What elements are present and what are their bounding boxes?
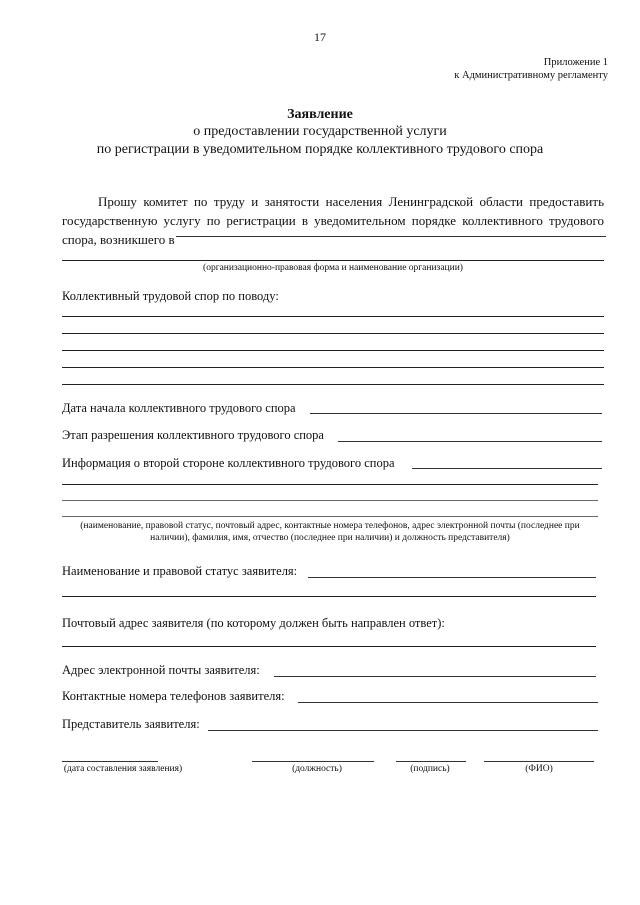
dispute-reason-line-5[interactable] <box>62 384 604 385</box>
stage-input-line[interactable] <box>338 441 602 442</box>
applicant-name-line-2[interactable] <box>62 596 596 597</box>
document-title: Заявление <box>287 107 353 122</box>
fio-caption: (ФИО) <box>525 764 553 774</box>
representative-input-line[interactable] <box>208 730 598 731</box>
dispute-reason-line-3[interactable] <box>62 350 604 351</box>
second-party-caption: (наименование, правовой статус, почтовый адрес, контактные номера телефонов, адрес электронной почты (последнее при наличии), фамилия, имя, отчество (последнее при наличии) и должность представителя) <box>80 521 580 543</box>
start-date-input-line[interactable] <box>310 413 602 414</box>
second-party-line-3[interactable] <box>62 500 598 501</box>
applicant-name-input-line[interactable] <box>308 577 596 578</box>
dispute-reason-line-2[interactable] <box>62 333 604 334</box>
applicant-name-label: Наименование и правовой статус заявителя: <box>62 564 298 578</box>
appendix-line-2: к Административному регламенту <box>454 70 608 81</box>
phones-label: Контактные номера телефонов заявителя: <box>62 689 285 703</box>
signature-line[interactable] <box>396 761 466 762</box>
signature-caption: (подпись) <box>410 764 450 774</box>
position-signature-line[interactable] <box>252 761 374 762</box>
organization-caption: (организационно-правовая форма и наименование организации) <box>203 263 463 273</box>
page-number: 17 <box>314 30 326 44</box>
second-party-label: Информация о второй стороне коллективного трудового спора <box>62 456 395 470</box>
second-party-line-4[interactable] <box>62 516 598 517</box>
email-label: Адрес электронной почты заявителя: <box>62 663 260 677</box>
start-date-label: Дата начала коллективного трудового спора <box>62 401 296 415</box>
email-input-line[interactable] <box>274 676 596 677</box>
second-party-line-2[interactable] <box>62 484 598 485</box>
document-subtitle-2: по регистрации в уведомительном порядке коллективного трудового спора <box>96 142 544 157</box>
representative-label: Представитель заявителя: <box>62 717 200 731</box>
phones-input-line[interactable] <box>298 702 598 703</box>
postal-address-line[interactable] <box>62 646 596 647</box>
stage-label: Этап разрешения коллективного трудового спора <box>62 428 324 442</box>
organization-input-line[interactable] <box>176 236 606 237</box>
intro-paragraph: Прошу комитет по труду и занятости населения Ленинградской области предоставить государственную услугу по регистрации в уведомительном порядке коллективного трудового спора, возникшего в <box>62 194 604 247</box>
document-subtitle-1: о предоставлении государственной услуги <box>193 124 447 139</box>
organization-input-line-2[interactable] <box>62 260 604 261</box>
dispute-reason-label: Коллективный трудовой спор по поводу: <box>62 289 279 303</box>
appendix-note <box>454 56 608 82</box>
appendix-line-1: Приложение 1 <box>543 57 608 68</box>
position-caption: (должность) <box>292 764 342 774</box>
date-signature-line[interactable] <box>62 761 158 762</box>
postal-address-label: Почтовый адрес заявителя (по которому должен быть направлен ответ): <box>62 616 445 630</box>
dispute-reason-line-4[interactable] <box>62 367 604 368</box>
second-party-input-line[interactable] <box>412 468 602 469</box>
date-caption: (дата составления заявления) <box>63 764 183 774</box>
dispute-reason-line-1[interactable] <box>62 316 604 317</box>
fio-signature-line[interactable] <box>484 761 594 762</box>
